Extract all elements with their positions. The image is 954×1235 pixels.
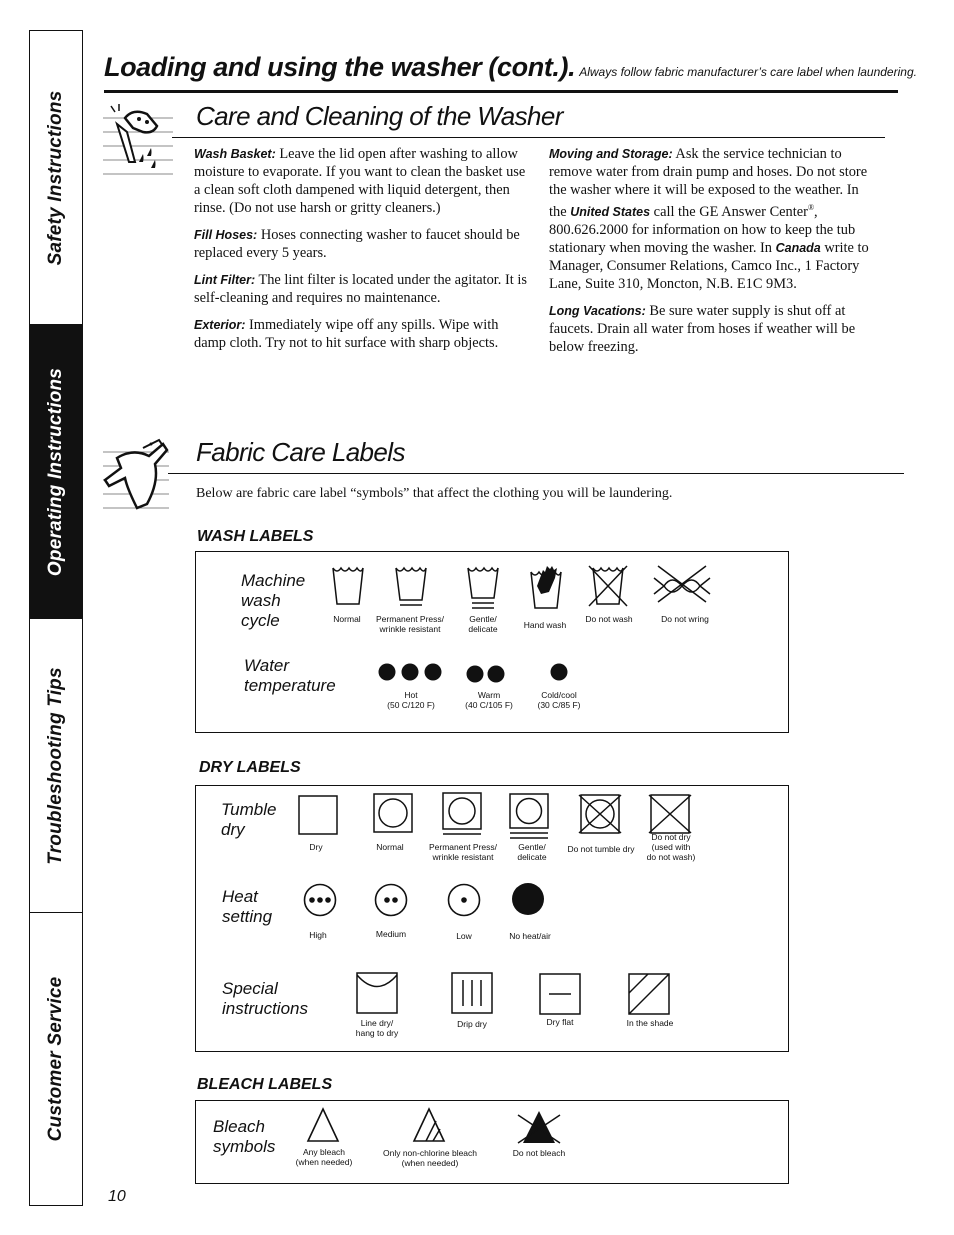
tumble-gentle-icon <box>509 793 549 839</box>
line-dry-icon <box>356 972 398 1014</box>
special-instructions-label: Special instructions <box>222 979 308 1018</box>
page-title-text: Loading and using the washer (cont.). <box>104 52 576 82</box>
tumble-dry-caption: Do not tumble dry <box>567 844 635 854</box>
moving-text: , 800.626.2000 for information on how to keep the tub stationary when moving the washer. In <box>549 203 856 256</box>
dry-icon <box>298 795 338 835</box>
tumble-dry-caption: Normal <box>376 842 404 852</box>
special-caption: Drip dry <box>457 1019 487 1029</box>
long-vacations-label: Long Vacations: <box>549 303 646 318</box>
wash-basket-text: Leave the lid open after washing to allow moisture to evaporate. If you want to clean the basket use a clean soft cloth dampened with liquid detergent, then rinse. (Do not use harsh or gritty cleaners.) <box>194 146 526 216</box>
do-not-dry-icon <box>648 794 692 834</box>
fabric-title-rule <box>168 473 904 474</box>
tumble-normal-icon <box>373 793 413 833</box>
permanent-press-wash-icon <box>395 564 427 608</box>
tab-operating-instructions[interactable] <box>30 325 82 619</box>
tumble-dry-label: Tumble dry <box>221 800 277 839</box>
care-section-title: Care and Cleaning of the Washer <box>196 101 563 131</box>
wash-labels-heading: WASH LABELS <box>197 528 314 545</box>
tab-label: Customer Service <box>45 976 66 1142</box>
tab-customer-service[interactable] <box>30 913 82 1205</box>
bleach-symbols-label: Bleach symbols <box>213 1117 276 1156</box>
do-not-tumble-dry-icon <box>578 794 622 834</box>
non-chlorine-bleach-icon <box>412 1107 446 1143</box>
lint-filter-label: Lint Filter: <box>194 273 256 287</box>
long-vacations-paragraph <box>549 302 873 356</box>
special-caption: Line dry/ hang to dry <box>355 1018 399 1038</box>
wash-cycle-caption: Hand wash <box>523 620 567 630</box>
medium-heat-icon <box>374 883 408 917</box>
tumble-dry-caption: Dry <box>309 842 323 852</box>
moving-storage-label: Moving and Storage: <box>549 147 673 161</box>
fabric-intro: Below are fabric care label “symbols” that affect the clothing you will be laundering. <box>196 486 673 501</box>
lint-filter-text: The lint filter is located under the agitator. It is self-cleaning and requires no maintenance. <box>194 272 527 306</box>
tumble-dry-caption: Gentle/ delicate <box>517 842 547 862</box>
temperature-caption: Cold/cool (30 C/85 F) <box>537 690 581 710</box>
tumble-permanent-press-icon <box>442 792 482 836</box>
care-left-column <box>194 145 532 361</box>
water-temperature-label: Water temperature <box>244 656 336 695</box>
do-not-wash-icon <box>588 564 628 608</box>
header-rule <box>104 90 898 93</box>
registered-mark: ® <box>807 203 815 212</box>
normal-wash-icon <box>332 564 364 608</box>
dry-labels-box <box>195 785 789 1052</box>
bleach-caption: Do not bleach <box>512 1148 566 1158</box>
gentle-wash-icon <box>467 564 499 612</box>
moving-text: call the GE Answer Center <box>650 203 808 220</box>
wash-cycle-caption: Do not wash <box>585 614 633 624</box>
bleach-caption: Any bleach (when needed) <box>295 1147 353 1167</box>
tab-safety-instructions[interactable] <box>30 31 82 325</box>
wash-cycle-caption: Do not wring <box>661 614 709 624</box>
wash-cycle-caption: Gentle/ delicate <box>468 614 498 634</box>
low-heat-icon <box>447 883 481 917</box>
shirt-tag-icon <box>103 438 169 510</box>
do-not-wring-icon <box>650 564 714 604</box>
dry-flat-icon <box>539 973 581 1015</box>
tab-troubleshooting-tips[interactable] <box>30 619 82 913</box>
high-heat-icon <box>303 883 337 917</box>
page-title <box>104 52 917 83</box>
heat-setting-label: Heat setting <box>222 887 273 926</box>
tab-label: Safety Instructions <box>45 90 66 265</box>
tumble-dry-caption: Do not dry (used with do not wash) <box>646 832 696 862</box>
drip-dry-icon <box>451 972 493 1014</box>
lint-filter-paragraph <box>194 271 532 307</box>
wash-cycle-caption: Normal <box>333 614 361 624</box>
moving-text: Ask the service technician to remove water from drain pump and hoses. Do not store the washer where it will be exposed to the weather. In the <box>549 146 868 220</box>
moving-text: write to Manager, Consumer Relations, Camco Inc., 1 Factory Lane, Suite 310, Moncton, N.B. E1C 9M3. <box>549 239 869 292</box>
long-vacations-text: Be sure water supply is shut off at faucets. Drain all water from hoses if weather will be below freezing. <box>549 302 856 355</box>
temperature-caption: Hot (50 C/120 F) <box>387 690 435 710</box>
hand-wash-icon <box>529 566 563 610</box>
fill-hoses-label: Fill Hoses: <box>194 228 258 242</box>
fill-hoses-paragraph <box>194 226 532 262</box>
care-title-rule <box>172 137 885 138</box>
care-right-column <box>549 145 873 365</box>
exterior-label: Exterior: <box>194 318 246 332</box>
fill-hoses-text: Hoses connecting washer to faucet should be replaced every 5 years. <box>194 227 520 261</box>
wash-cycle-caption: Permanent Press/ wrinkle resistant <box>375 614 445 634</box>
bleach-labels-heading: BLEACH LABELS <box>197 1076 333 1093</box>
bleach-labels-box <box>195 1100 789 1184</box>
canada-label: Canada <box>775 240 821 255</box>
dry-in-shade-icon <box>628 973 670 1015</box>
hot-temperature-icon <box>378 662 442 682</box>
moving-storage-paragraph <box>549 145 873 293</box>
warm-temperature-icon <box>465 664 507 684</box>
united-states-label: United States <box>570 204 651 219</box>
heat-caption: No heat/air <box>509 931 551 941</box>
heat-caption: Medium <box>375 929 407 939</box>
exterior-paragraph <box>194 316 532 352</box>
exterior-text: Immediately wipe off any spills. Wipe with damp cloth. Try not to hit surface with sharp objects. <box>194 317 499 351</box>
special-caption: In the shade <box>626 1018 674 1028</box>
fabric-section-title: Fabric Care Labels <box>196 437 405 467</box>
machine-wash-cycle-label: Machine wash cycle <box>241 571 306 630</box>
bleach-caption: Only non-chlorine bleach (when needed) <box>382 1148 478 1168</box>
heat-caption: High <box>309 930 327 940</box>
do-not-bleach-icon <box>516 1109 562 1145</box>
temperature-caption: Warm (40 C/105 F) <box>465 690 513 710</box>
page-subtitle: Always follow fabric manufacturer’s care label when laundering. <box>579 65 917 79</box>
special-caption: Dry flat <box>546 1017 574 1027</box>
wash-basket-paragraph <box>194 145 532 217</box>
tumble-dry-caption: Permanent Press/ wrinkle resistant <box>428 842 498 862</box>
cold-temperature-icon <box>549 662 569 682</box>
tab-label: Troubleshooting Tips <box>45 666 66 865</box>
any-bleach-icon <box>306 1107 340 1143</box>
dry-labels-heading: DRY LABELS <box>199 759 301 776</box>
side-tabs <box>29 30 83 1206</box>
wash-basket-label: Wash Basket: <box>194 147 276 161</box>
cleaning-hand-icon <box>103 104 173 176</box>
tab-label: Operating Instructions <box>45 367 66 576</box>
page-number: 10 <box>108 1188 126 1205</box>
no-heat-icon <box>511 882 545 916</box>
wash-labels-box <box>195 551 789 733</box>
heat-caption: Low <box>456 931 472 941</box>
